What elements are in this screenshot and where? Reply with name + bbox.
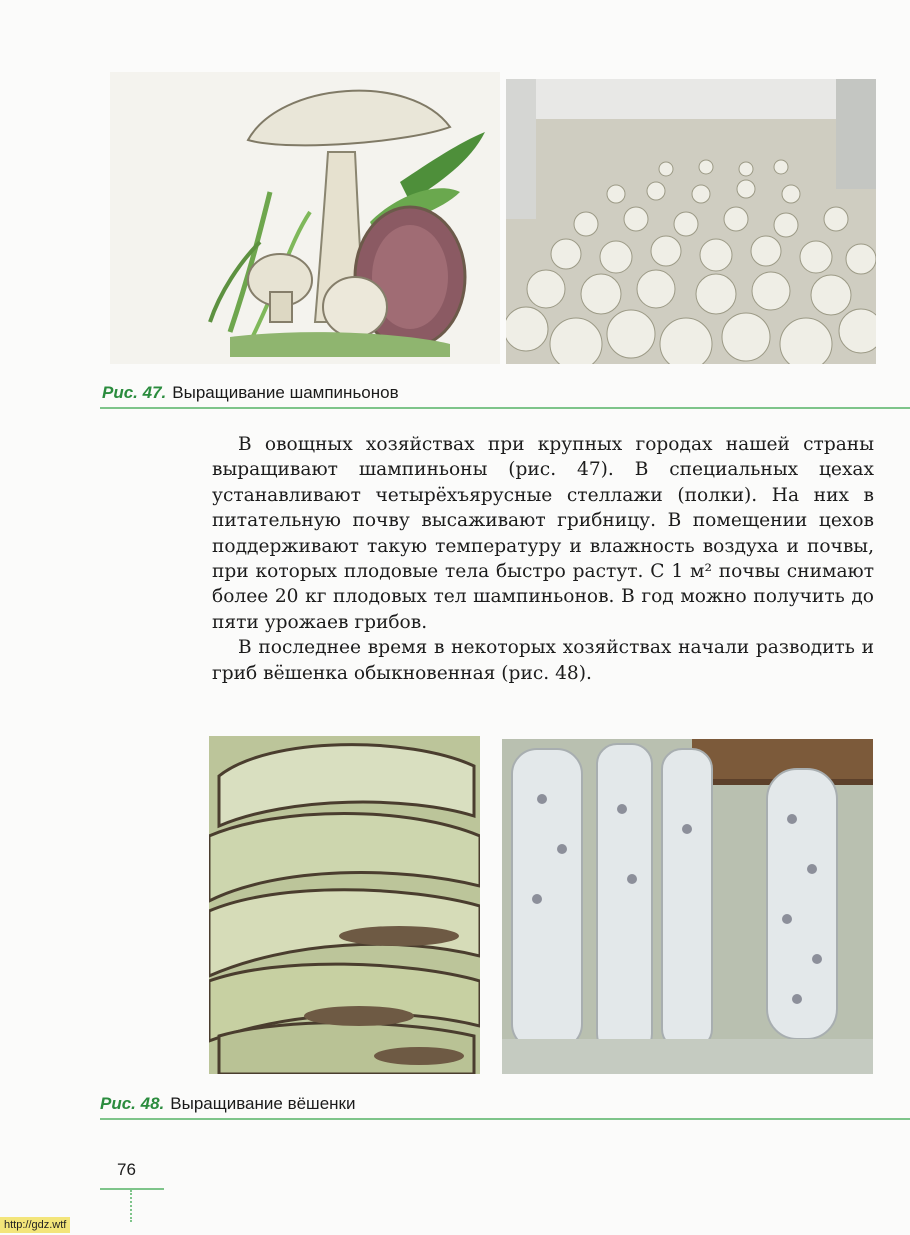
champignon-farm-photo bbox=[506, 79, 876, 364]
figure-47-rule bbox=[100, 407, 910, 409]
figure-47-label: Рис. 47. bbox=[102, 383, 167, 402]
oyster-mushroom-bags-photo bbox=[502, 739, 873, 1074]
figure-48-label: Рис. 48. bbox=[100, 1094, 165, 1113]
oyster-mushroom-closeup bbox=[209, 736, 480, 1074]
champignon-rows-image bbox=[506, 79, 876, 364]
figure-47-caption-text: Выращивание шампиньонов bbox=[172, 383, 399, 402]
champignon-illustration bbox=[110, 72, 500, 364]
champignon-drawing bbox=[110, 72, 500, 364]
figure-48-caption bbox=[100, 1094, 355, 1114]
page-number-rule bbox=[100, 1188, 164, 1190]
figure-48-caption-text: Выращивание вёшенки bbox=[170, 1094, 356, 1113]
page-number-tick bbox=[130, 1190, 132, 1222]
paragraph-2: В последнее время в некоторых хозяйствах начали разводить и гриб вёшенка обыкновенная (рис. 48). bbox=[212, 637, 874, 684]
oyster-cluster-image bbox=[209, 736, 480, 1074]
watermark-link[interactable]: http://gdz.wtf bbox=[0, 1217, 70, 1233]
figure-48-rule bbox=[100, 1118, 910, 1120]
paragraph-1: В овощных хозяйствах при крупных городах нашей страны выращивают шампиньоны (рис. 47). В специальных цехах устанавливают четырёхъярусные стеллажи (полки). На них в питательную почву высаживают грибницу. В помещении цехов поддерживают такую температуру и влажность воздуха и почвы, при которых плодовые тела быстро растут. С 1 м² почвы снимают более 20 кг плодовых тел шампиньонов. В год можно получить до пяти урожаев грибов. bbox=[212, 434, 874, 633]
figure-47-caption bbox=[102, 383, 399, 403]
body-text bbox=[212, 432, 874, 686]
page-number: 76 bbox=[117, 1160, 136, 1179]
oyster-bags-image bbox=[502, 739, 873, 1074]
